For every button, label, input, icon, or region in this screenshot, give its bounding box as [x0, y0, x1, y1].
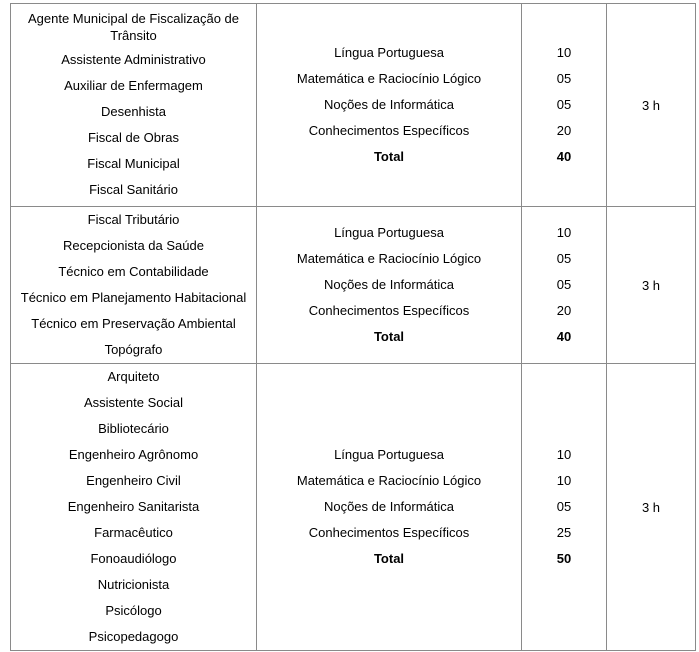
question-count: 10: [556, 225, 572, 240]
question-count: 05: [556, 71, 572, 86]
total-value: 40: [556, 149, 572, 164]
cargo-name: Engenheiro Agrônomo: [68, 447, 199, 462]
total-value: 40: [556, 329, 572, 344]
subject-name: Língua Portuguesa: [334, 225, 444, 240]
cargo-name: Assistente Administrativo: [61, 51, 206, 67]
subject-name: Conhecimentos Específicos: [308, 525, 470, 540]
question-count: 05: [556, 499, 572, 514]
question-count: 05: [556, 277, 572, 292]
cargo-name: Auxiliar de Enfermagem: [64, 77, 203, 93]
cargo-name: Engenheiro Civil: [86, 473, 181, 488]
cargo-name: Nutricionista: [97, 577, 170, 592]
question-count: 05: [556, 97, 572, 112]
cargo-list: [11, 207, 257, 364]
cargo-name: Técnico em Contabilidade: [58, 264, 209, 279]
subject-name: Conhecimentos Específicos: [308, 303, 470, 318]
question-count: 10: [556, 447, 572, 462]
score-list: [522, 207, 607, 364]
cargo-name: Recepcionista da Saúde: [63, 238, 204, 253]
cargo-name: Psicólogo: [105, 603, 162, 618]
table-row: [11, 364, 696, 651]
cargo-list: [11, 4, 257, 207]
exam-duration: 3 h: [607, 4, 696, 207]
cargo-name: Topógrafo: [104, 342, 163, 357]
cargo-name: Psicopedagogo: [88, 629, 179, 644]
cargo-name: Farmacêutico: [94, 525, 173, 540]
question-count: 25: [556, 525, 572, 540]
exam-duration: 3 h: [607, 364, 696, 651]
score-list: [522, 4, 607, 207]
question-count: 20: [556, 123, 572, 138]
cargo-name: Assistente Social: [84, 395, 183, 410]
cargo-name: Arquiteto: [107, 369, 160, 384]
subject-name: Conhecimentos Específicos: [308, 123, 470, 138]
total-label: Total: [373, 149, 405, 164]
question-count: 10: [556, 473, 572, 488]
cargo-name: Fiscal Tributário: [87, 212, 180, 227]
subject-name: Matemática e Raciocínio Lógico: [296, 71, 482, 86]
question-count: 10: [556, 45, 572, 60]
cargo-name: Fiscal Sanitário: [89, 181, 178, 197]
cargo-name: Bibliotecário: [98, 421, 169, 436]
cargo-name: Técnico em Preservação Ambiental: [31, 316, 236, 331]
subject-name: Noções de Informática: [323, 97, 455, 112]
subject-name: Matemática e Raciocínio Lógico: [296, 473, 482, 488]
total-value: 50: [556, 551, 572, 566]
cargo-name: Agente Municipal de Fiscalização de Trânsito: [27, 10, 239, 43]
question-count: 05: [556, 251, 572, 266]
exam-duration: 3 h: [607, 207, 696, 364]
subject-name: Noções de Informática: [323, 499, 455, 514]
subject-name: Língua Portuguesa: [334, 45, 444, 60]
cargo-name: Técnico em Planejamento Habitacional: [20, 290, 247, 305]
subject-name: Língua Portuguesa: [334, 447, 444, 462]
subject-name: Noções de Informática: [323, 277, 455, 292]
cargo-name: Fonoaudiólogo: [90, 551, 177, 566]
cargo-name: Fiscal de Obras: [87, 129, 180, 145]
cargo-name: Engenheiro Sanitarista: [67, 499, 200, 514]
table-row: [11, 4, 696, 207]
exam-table: [10, 3, 696, 651]
total-label: Total: [373, 329, 405, 344]
cargo-list: [11, 364, 257, 651]
subject-list: [257, 207, 522, 364]
subject-list: [257, 4, 522, 207]
subject-name: Matemática e Raciocínio Lógico: [296, 251, 482, 266]
table-row: [11, 207, 696, 364]
cargo-name: Fiscal Municipal: [87, 155, 180, 171]
subject-list: [257, 364, 522, 651]
total-label: Total: [373, 551, 405, 566]
cargo-name: Desenhista: [100, 103, 167, 119]
question-count: 20: [556, 303, 572, 318]
score-list: [522, 364, 607, 651]
